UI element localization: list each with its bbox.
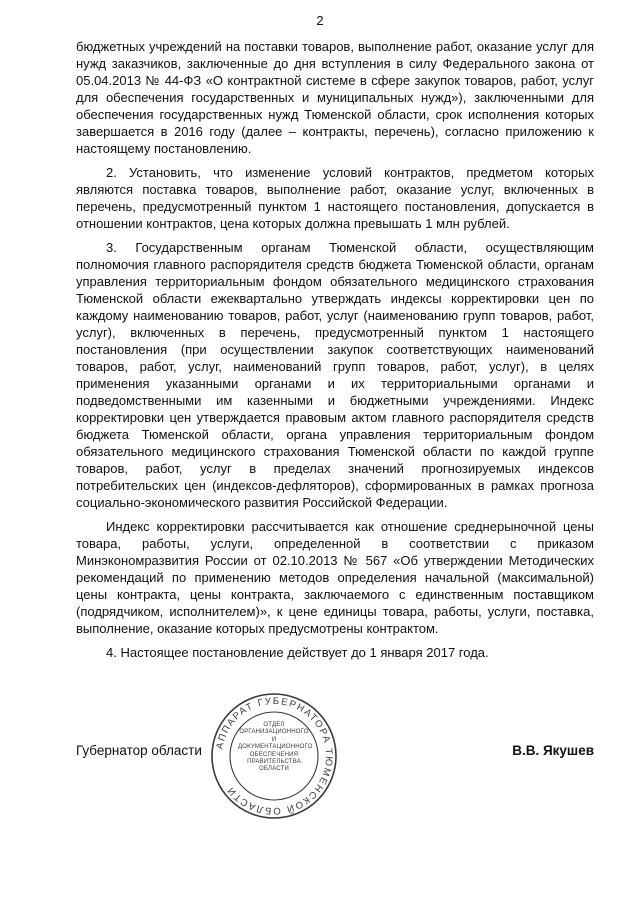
svg-text:АППАРАТ ГУБЕРНАТОРА ТЮМЕНСКОЙ: АППАРАТ ГУБЕРНАТОРА ТЮМЕНСКОЙ ОБЛАСТИ: [214, 695, 335, 817]
page-number: 2: [316, 13, 324, 28]
stamp-inner-text: ОТДЕЛ ОРГАНИЗАЦИОННОГО И ДОКУМЕНТАЦИОННОГО ОБЕСПЕЧЕНИЯ ПРАВИТЕЛЬСТВА ОБЛАСТИ: [238, 722, 313, 773]
paragraph-2: 2. Установить, что изменение условий контрактов, предметом которых являются поставка товаров, выполнение работ, оказание услуг, включенных в перечень, предусмотренный пунктом 1 настоящего постановления, допускается в отношении контрактов, цена которых должна превышать 1 млн рублей.: [76, 165, 594, 231]
paragraph-4: 4. Настоящее постановление действует до 1 января 2017 года.: [106, 645, 489, 660]
document-body: [76, 38, 594, 668]
paragraph-1-continuation: бюджетных учреждений на поставки товаров, выполнение работ, оказание услуг для нужд заказчиков, заключенные до дня вступления в силу Федерального закона от 05.04.2013 № 44-ФЗ «О контрактной системе в сфере закупок товаров, работ, услуг для обеспечения государственных и муниципальных нужд»), заключенными для обеспечения государственных нужд Тюменской области, срок исполнения которых завершается в 2016 году (далее – контракты, перечень), согласно приложению к настоящему постановлению.: [76, 39, 594, 156]
signatory-title: Губернатор области: [76, 743, 202, 758]
paragraph-3-index-formula: Индекс корректировки рассчитывается как отношение среднерыночной цены товара, работы, услуги, определенной в соответствии с приказом Минэкономразвития России от 02.10.2013 № 567 «Об утверждении Методических рекомендаций по применению методов определения начальной (максимальной) цены контракта, цены контракта, заключаемого с единственным поставщиком (подрядчиком, исполнителем)», к цене единицы товара, работы, услуги, поставка, выполнение, оказание которых предусмотрены контрактом.: [76, 519, 594, 636]
signature-block: [76, 742, 594, 762]
paragraph-3: 3. Государственным органам Тюменской области, осуществляющим полномочия главного распорядителя средств бюджета Тюменской области, органам управления территориальным фондом обязательного медицинского страхования Тюменской области ежеквартально утверждать индексы корректировки цен по каждому наименованию товаров, работ, услуг (наименованию групп товаров, работ, услуг), включенных в перечень, предусмотренный пунктом 1 настоящего постановления (при осуществлении закупок соответствующих наименований товаров, работ, услуг, наименований групп товаров, работ, услуг), в целях применения указанными органами и их территориальными органами и подведомственными им казенными и бюджетными учреждениями. Индекс корректировки цен утверждается правовым актом главного распорядителя средств бюджета Тюменской области, органа управления территориальным фондом обязательного медицинского страхования Тюменской области по каждой группе товаров, работ, услуг в пределах значений прогнозируемых индексов потребительских цен (индексов-дефляторов), сформированных в рамках прогноза социально-экономического развития Российской Федерации.: [76, 240, 594, 510]
signatory-name: В.В. Якушев: [512, 743, 594, 758]
